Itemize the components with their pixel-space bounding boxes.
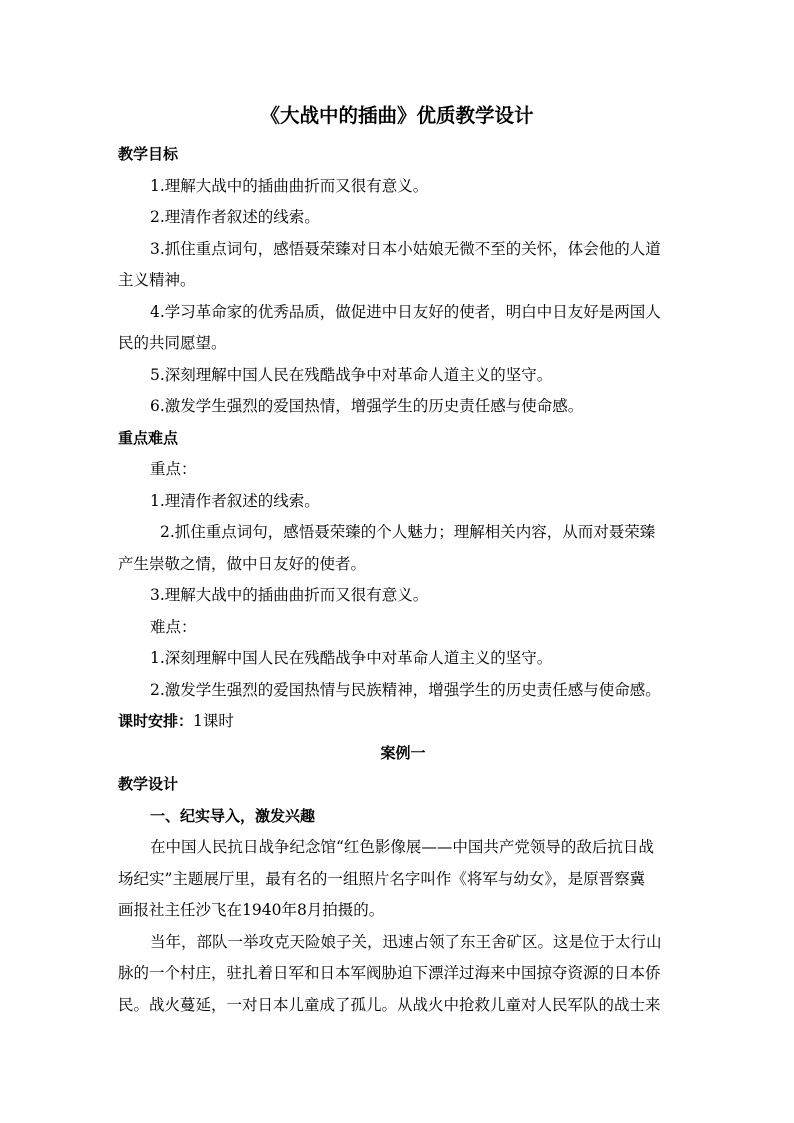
key-item: 1.理清作者叙述的线索。 [150, 491, 320, 510]
section-heading-key-difficulty: 重点难点 [118, 428, 179, 447]
key-item-continued: 产生崇敬之情，做中日友好的使者。 [118, 554, 367, 573]
goal-item: 4.学习革命家的优秀品质，做促进中日友好的使者，明白中日友好是两国人 [150, 302, 661, 321]
paragraph-line: 民。战火蔓延，一对日本儿童成了孤儿。从战火中抢救儿童对人民军队的战士来 [118, 995, 661, 1014]
key-item: 3.理解大战中的插曲曲折而又很有意义。 [150, 586, 429, 604]
goal-item-continued: 主义精神。 [118, 271, 196, 289]
goal-item: 3.抓住重点词句，感悟聂荣臻对日本小姑娘无微不至的关怀，体会他的人道 [150, 239, 661, 258]
key-item: 2.抓住重点词句，感悟聂荣臻的个人魅力；理解相关内容，从而对聂荣臻 [160, 523, 656, 541]
difficulty-item: 1.深刻理解中国人民在残酷战争中对革命人道主义的坚守。 [150, 649, 553, 667]
difficulty-label: 难点： [150, 617, 197, 636]
goal-item: 5.深刻理解中国人民在残酷战争中对革命人道主义的坚守。 [150, 365, 553, 384]
paragraph-line: 在中国人民抗日战争纪念馆“红色影像展——中国共产党领导的敌后抗日战 [150, 838, 654, 856]
goal-item-continued: 民的共同愿望。 [118, 334, 227, 352]
document-title: 《大战中的插曲》优质教学设计 [260, 104, 534, 127]
schedule-line [118, 706, 688, 738]
goal-item: 2.理清作者叙述的线索。 [150, 208, 320, 226]
paragraph-line: 当年，部队一举攻克天险娘子关，迅速占领了东王舍矿区。这是位于太行山 [150, 932, 662, 951]
section-heading-goals: 教学目标 [118, 145, 179, 163]
goal-item: 6.激发学生强烈的爱国热情，增强学生的历史责任感与使命感。 [150, 397, 584, 415]
goal-item: 1.理解大战中的插曲曲折而又很有意义。 [150, 176, 429, 195]
step-title: 一、纪实导入，激发兴趣 [150, 806, 316, 825]
section-heading-design: 教学设计 [118, 775, 179, 793]
paragraph-line: 脉的一个村庄，驻扎着日军和日本军阀胁迫下漂洋过海来中国掠夺资源的日本侨 [118, 964, 661, 982]
schedule-label: 课时安排： [118, 712, 194, 730]
paragraph-line: 画报社主任沙飞在1940年8月拍摄的。 [118, 901, 385, 919]
key-label: 重点： [150, 460, 197, 478]
case-title: 案例一 [380, 743, 426, 762]
paragraph-line: 场纪实”主题展厅里，最有名的一组照片名字叫作《将军与幼女》，是原晋察冀 [118, 869, 646, 888]
document-body [118, 139, 688, 1021]
schedule-value: 1课时 [193, 712, 234, 730]
difficulty-item: 2.激发学生强烈的爱国热情与民族精神，增强学生的历史责任感与使命感。 [150, 680, 661, 699]
